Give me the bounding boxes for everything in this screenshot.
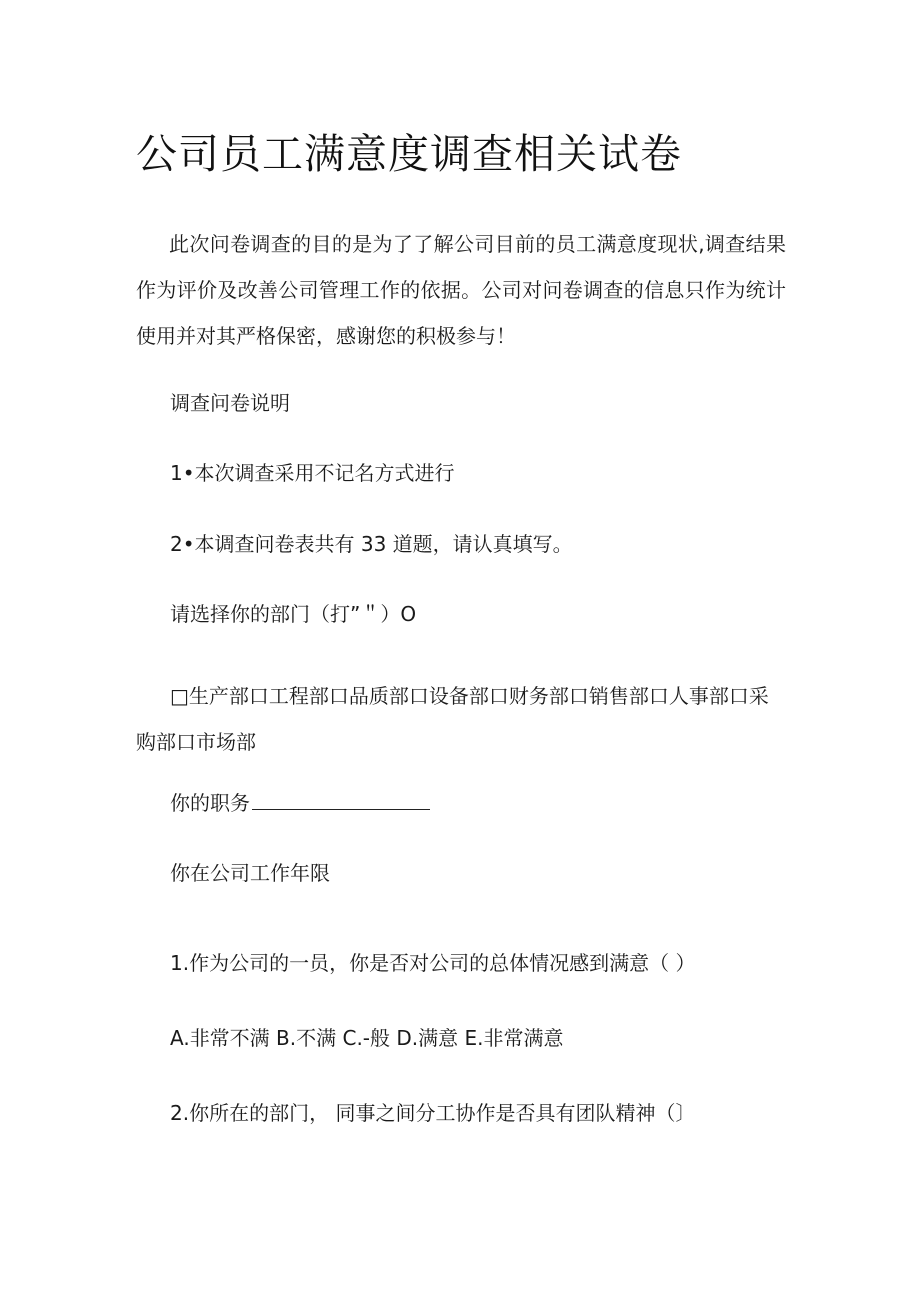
instruction-item-2: 2•本调查问卷表共有 33 道题，请认真填写。	[170, 532, 573, 556]
question-1-options: A.非常不满 B.不满 C.-般 D.满意 E.非常满意	[170, 1026, 564, 1050]
position-blank-line	[252, 808, 430, 810]
instructions-heading: 调查问卷说明	[170, 391, 290, 415]
question-1: 1.作为公司的一员，你是否对公司的总体情况感到满意（ ）	[170, 951, 696, 975]
instruction-item-1: 1•本次调查采用不记名方式进行	[170, 461, 455, 485]
question-2: 2.你所在的部门， 同事之间分工协作是否具有团队精神（〕	[170, 1101, 696, 1125]
document-title: 公司员工满意度调查相关试卷	[136, 130, 682, 178]
department-options: □生产部口工程部口品质部口设备部口财务部口销售部口人事部口采购部口市场部	[136, 684, 769, 754]
intro-paragraph: 此次问卷调查的目的是为了了解公司目前的员工满意度现状,调查结果作为评价及改善公司管理工作的依据。公司对问卷调查的信息只作为统计使用并对其严格保密，感谢您的积极参与！	[136, 232, 786, 348]
department-prompt: 请选择你的部门（打”＂）O	[170, 602, 417, 626]
position-field	[170, 788, 430, 818]
position-label: 你的职务	[170, 791, 250, 815]
tenure-label: 你在公司工作年限	[170, 861, 330, 885]
